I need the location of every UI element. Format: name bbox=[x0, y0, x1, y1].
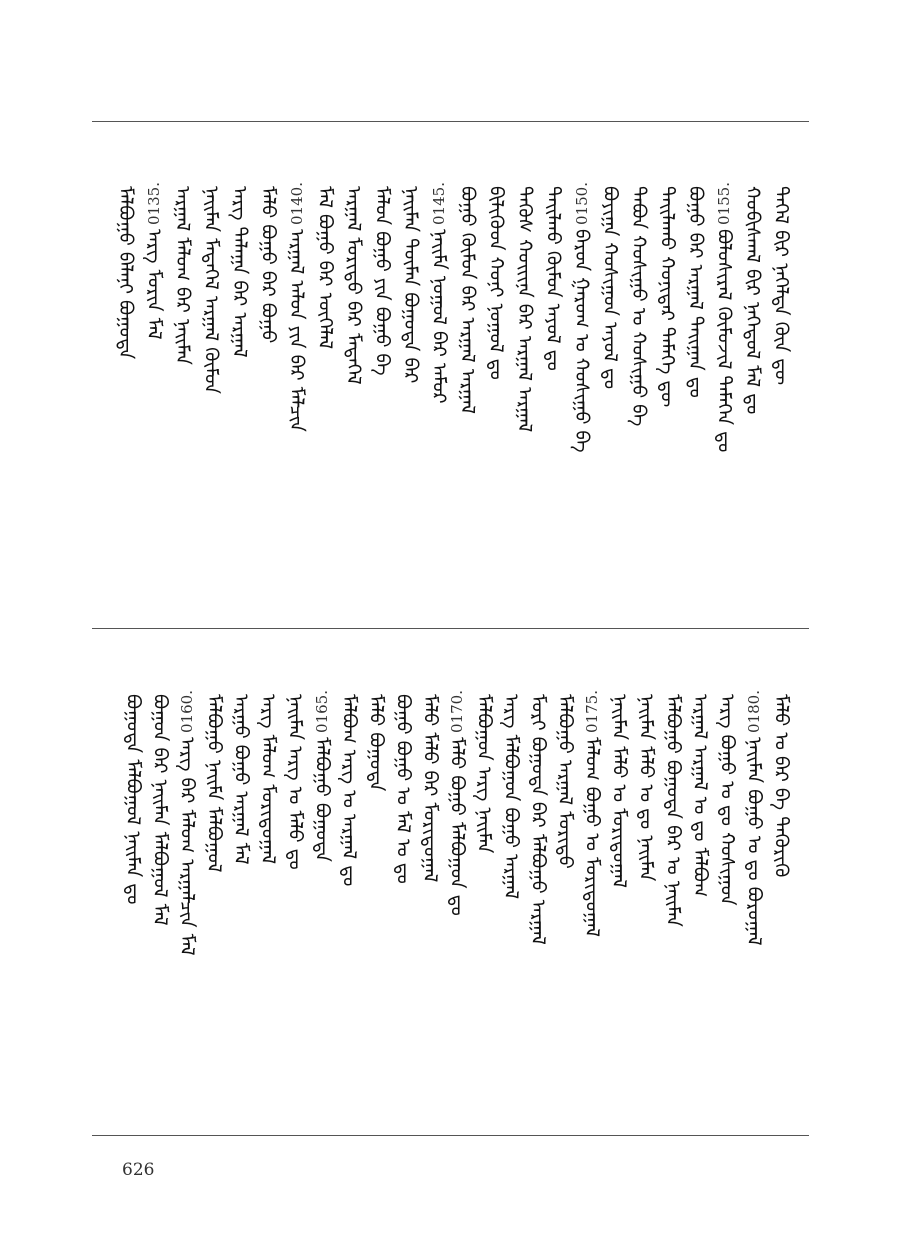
verse-line bbox=[525, 690, 551, 945]
verse-text: ᠪᠣᠭᠣ ᠪᠣᠭᠣ ᠤ ᠮᠠᠯ ᠤ ᠳᠤ bbox=[392, 694, 414, 884]
verse-line bbox=[363, 690, 389, 791]
verse-text: ᠪᠠᠷᠤᠨ ᠭᠠᠷᠤᠭ ᠤ ᠬᠣᠰᠢᠭᠤ ᠪᠠ bbox=[570, 228, 593, 453]
verse-text: ᠮᠠᠯᠤ ᠪᠣᠭᠣ ᠮᠠᠯᠪᠣᠭᠣᠨ ᠳᠤ bbox=[446, 736, 468, 916]
verse-block-top bbox=[0, 182, 899, 612]
verse-line bbox=[579, 690, 605, 937]
verse-text: ᠮᠠᠯᠪᠣᠭᠣ ᠪᠣᠭᠣᠳᠠ ᠪᠠᠷ ᠤ ᠨᠠᠢᠮᠠᠨ bbox=[662, 694, 684, 927]
verse-line bbox=[174, 690, 200, 956]
verse-text: ᠨᠠᠢᠮᠠᠨ ᠪᠣᠭᠣ ᠤ ᠳᠤ ᠪᠣᠷᠣᠭᠠᠯ bbox=[743, 736, 765, 946]
verse-text: ᠪᠣᠭᠣ ᠬᠦᠮᠦᠨ ᠪᠠᠷ ᠠᠷᠭᠠᠯ ᠠᠷᠭᠠᠯ bbox=[456, 186, 479, 414]
verse-text: ᠲᠠᠢᠯᠬᠤ ᠬᠦᠮᠦᠨ ᠠᠶᠤᠯ ᠳᠤ bbox=[542, 186, 564, 371]
verse-text: ᠮᠠᠯᠪᠣᠭᠣ ᠠᠷᠭᠠᠯ ᠮᠣᠷᠢᠳᠤ bbox=[554, 694, 576, 869]
verse-line bbox=[227, 182, 253, 358]
verse-text: ᠨᠠᠢᠮᠠᠨ ᠲᠦᠮᠡᠨ ᠪᠣᠭᠣᠳᠠ ᠪᠠᠷ bbox=[399, 186, 422, 384]
line-number: 0165. bbox=[313, 690, 331, 733]
verse-text: ᠨᠠᠢᠮᠠᠨ ᠠᠷᠭ ᠤ ᠮᠠᠯᠤ ᠳᠤ bbox=[284, 694, 306, 870]
verse-block-bottom bbox=[0, 690, 899, 1120]
verse-text: ᠪᠢᠯᠢᠭᠦᠦᠨ ᠬᠣᠨᠢ ᠨᠤᠭᠤᠯ ᠳᠤ bbox=[485, 186, 507, 380]
line-number: 0170. bbox=[448, 690, 466, 733]
verse-text: ᠲᠡᠭᠦᠰ ᠬᠣᠢᠢᠨᠠ ᠪᠠᠷ ᠠᠷᠭᠠᠯ ᠠᠷᠭᠠᠯ bbox=[513, 186, 536, 433]
verse-text: ᠮᠠᠯᠤᠨ ᠪᠣᠭᠤ ᠶᠢᠨ ᠪᠣᠭᠣ ᠪᠠ bbox=[371, 186, 393, 376]
verse-line bbox=[714, 690, 740, 906]
line-number: 0145. bbox=[430, 182, 448, 225]
verse-line bbox=[740, 182, 766, 414]
verse-line bbox=[512, 182, 538, 432]
verse-line bbox=[309, 690, 335, 862]
verse-line bbox=[687, 690, 713, 897]
verse-text: ᠠᠷᠭᠠᠯ ᠮᠣᠷᠢᠳᠤ ᠪᠠᠷ ᠮᠡᠳᠡᠭᠡᠯ bbox=[342, 186, 365, 385]
verse-line bbox=[597, 182, 623, 389]
verse-text: ᠨᠠᠢᠮᠠᠨ ᠮᠡᠳᠡᠭᠡᠯ ᠠᠷᠭᠠᠯ ᠬᠦᠮᠦᠨ bbox=[200, 186, 222, 394]
verse-line bbox=[255, 182, 281, 343]
verse-line bbox=[369, 182, 395, 376]
verse-text: ᠮᠠᠯᠪᠣᠭᠣ ᠪᠣᠭᠣᠳᠠ bbox=[311, 736, 333, 862]
verse-line bbox=[768, 690, 794, 877]
verse-text: ᠮᠠᠯᠪᠣᠭ ᠠᠷᠭ ᠤ ᠠᠷᠭᠠᠯ ᠳᠤ bbox=[338, 694, 360, 887]
verse-line bbox=[498, 690, 524, 899]
verse-text: ᠪᠣᠶᠢᠭᠠ ᠬᠣᠰᠢᠭᠤᠨ ᠠᠶᠤᠯ ᠳᠤ bbox=[599, 186, 621, 390]
verse-line bbox=[255, 690, 281, 864]
verse-line bbox=[228, 690, 254, 865]
verse-line bbox=[284, 182, 310, 432]
verse-line bbox=[471, 690, 497, 853]
verse-text: ᠮᠠᠯᠤ ᠤ ᠪᠠᠷ ᠪᠠ ᠲᠡᠭᠦᠷᠢᠭᠦ bbox=[770, 694, 792, 878]
verse-line bbox=[147, 690, 173, 926]
verse-line bbox=[336, 690, 362, 886]
verse-text: ᠮᠠᠯᠤᠭ ᠪᠣᠭᠣ ᠤ ᠮᠣᠷᠢᠳᠤᠭᠠᠯ bbox=[581, 736, 603, 937]
verse-text: ᠠᠷᠭᠠᠯ ᠠᠷᠭᠠᠯ ᠤ ᠳᠤ ᠮᠠᠯᠪᠣᠭ bbox=[689, 694, 711, 898]
verse-line bbox=[711, 182, 737, 452]
verse-text: ᠮᠠᠯᠤ ᠪᠣᠭᠣ ᠪᠠᠷ ᠪᠣᠭᠣ bbox=[257, 186, 279, 344]
verse-line bbox=[683, 182, 709, 398]
bottom-rule bbox=[92, 1135, 809, 1136]
verse-text: ᠪᠣᠭᠣᠨ ᠪᠠᠷ ᠨᠠᠢᠮᠠᠨ ᠮᠠᠯᠪᠣᠭᠣᠯ ᠮᠠᠯ bbox=[149, 694, 171, 926]
verse-line bbox=[390, 690, 416, 884]
verse-text: ᠠᠷᠭ ᠪᠣᠭᠣ ᠤ ᠳᠤ ᠬᠣᠰᠢᠭᠤᠨ bbox=[716, 694, 738, 906]
verse-line bbox=[626, 182, 652, 426]
verse-line bbox=[426, 182, 452, 404]
verse-text: ᠲᠠᠢᠯᠠᠬᠤ ᠬᠣᠨᠢᠳᠠᠷ ᠲᠡᠮᠡᠭᠡ ᠳᠦ bbox=[656, 186, 678, 408]
verse-text: ᠮᠠᠯᠤ ᠮᠠᠯᠤ ᠪᠠᠷ ᠮᠣᠷᠢᠳᠤᠭᠠᠯ bbox=[419, 694, 441, 883]
verse-line bbox=[455, 182, 481, 414]
verse-text: ᠨᠠᠢᠮᠠ ᠨᠤᠭᠤᠯ ᠪᠠᠷ ᠠᠮᠤᠷ bbox=[428, 228, 450, 404]
verse-text: ᠮᠠᠯᠪᠣᠭᠣ ᠨᠠᠢᠮᠠ ᠮᠠᠯᠪᠣᠭᠣᠯ bbox=[203, 694, 225, 873]
verse-line bbox=[444, 690, 470, 916]
line-number: 0135. bbox=[145, 182, 163, 225]
verse-line bbox=[741, 690, 767, 946]
verse-text: ᠮᠠᠯ ᠪᠣᠭᠣ ᠪᠠᠷ ᠦᠭᠡᠯᠡᠯ bbox=[314, 186, 336, 350]
verse-text: ᠪᠣᠭᠣᠳᠠ ᠮᠠᠯᠪᠣᠭᠣᠯ ᠨᠠᠢᠮᠠᠨ ᠳᠤ bbox=[122, 694, 144, 905]
line-number: 0180. bbox=[745, 690, 763, 733]
verse-text: ᠠᠷᠭ ᠮᠠᠯᠤᠭ ᠮᠣᠷᠢᠳᠤᠭᠠᠯ bbox=[257, 694, 279, 865]
verse-text: ᠨᠠᠢᠮᠠᠨ ᠮᠠᠯᠤ ᠤ ᠮᠣᠷᠢᠳᠤᠭᠠᠯ bbox=[608, 694, 630, 889]
verse-text: ᠠᠷᠭ ᠲᠠᠯᠠᠭᠠ ᠪᠠᠷ ᠠᠷᠭᠠᠯ bbox=[228, 186, 251, 358]
verse-line bbox=[120, 690, 146, 904]
verse-text: ᠲᠠᠪᠤᠨ ᠬᠣᠰᠢᠭᠤ ᠤ ᠬᠣᠰᠢᠭᠤ ᠪᠠ bbox=[627, 186, 650, 427]
verse-line bbox=[768, 182, 794, 385]
verse-text: ᠠᠷᠭ ᠪᠠᠷ ᠮᠠᠯᠤᠭ ᠠᠷᠭᠠᠯᠴᠢᠨ ᠮᠠᠯ bbox=[176, 736, 198, 956]
verse-text: ᠮᠠᠯᠪᠣᠭᠣ ᠪᠠᠯᠠᠨᠢ ᠪᠣᠭᠣᠳᠠ bbox=[114, 186, 137, 360]
line-number: 0175. bbox=[583, 690, 601, 733]
verse-text: ᠠᠷᠭ ᠮᠣᠷᠢᠨ ᠮᠠᠯ bbox=[143, 228, 165, 340]
verse-text: ᠠᠷᠭᠤ ᠪᠣᠭᠣ ᠠᠷᠭᠠᠯ ᠮᠠᠯ bbox=[230, 694, 252, 865]
verse-line bbox=[170, 182, 196, 365]
line-number: 0140. bbox=[287, 182, 306, 225]
verse-line bbox=[398, 182, 424, 383]
verse-line bbox=[312, 182, 338, 349]
page-number: 626 bbox=[122, 1160, 155, 1180]
middle-rule bbox=[92, 628, 809, 629]
verse-line bbox=[198, 182, 224, 394]
verse-line bbox=[282, 690, 308, 870]
verse-line bbox=[552, 690, 578, 869]
verse-text: ᠮᠠᠯᠤ ᠪᠣᠭᠣᠳᠠ bbox=[365, 694, 387, 792]
verse-text: ᠠᠷᠭᠠᠯ ᠮᠠᠯᠤᠭ ᠪᠠᠷ ᠨᠠᠢᠮᠠᠨ bbox=[171, 186, 194, 365]
verse-line bbox=[141, 182, 167, 340]
verse-line bbox=[606, 690, 632, 888]
verse-text: ᠪᠣᠯᠣᠰᠢᠷᠠᠯ ᠬᠦᠮᠦᠵᠢᠯ ᠲᠡᠮᠡᠭᠡᠨ ᠳᠤ bbox=[713, 228, 735, 453]
verse-text: ᠳᠡᠭᠡᠯ ᠪᠢᠷ ᠨᠡᠭᠡᠯᠲᠡ ᠬᠦᠨ ᠳᠦ bbox=[770, 186, 792, 386]
top-rule bbox=[92, 121, 809, 122]
verse-text: ᠮᠠᠯᠪᠣᠭᠣᠨ ᠠᠷᠭ ᠨᠠᠢᠮᠠᠨ bbox=[473, 694, 495, 854]
line-number: 0160. bbox=[178, 690, 196, 733]
verse-line bbox=[341, 182, 367, 385]
line-number: 0150. bbox=[572, 182, 591, 225]
verse-line bbox=[660, 690, 686, 927]
verse-text: ᠨᠠᠢᠮᠠᠨ ᠮᠠᠯᠤ ᠤ ᠳᠤ ᠨᠠᠢᠮᠠᠨ bbox=[635, 694, 657, 882]
verse-line bbox=[483, 182, 509, 380]
verse-text: ᠪᠣᠭᠣ ᠪᠠᠷ ᠠᠷᠭᠠᠯ ᠲᠠᠢᠭᠠᠨ ᠳᠤ bbox=[684, 186, 707, 398]
verse-text: ᠬᠤᠪᠢᠰᠬᠠᠯ ᠪᠢᠷ ᠨᠡᠭᠡᠳᠦᠯ ᠮᠠᠯ ᠳᠤ bbox=[741, 186, 764, 415]
verse-line bbox=[633, 690, 659, 881]
verse-line bbox=[654, 182, 680, 407]
verse-text: ᠠᠷᠭᠠᠯ ᠠᠯᠤᠨ ᠶᠢᠨ ᠪᠠᠷ ᠮᠠᠯᠴᠢᠨ bbox=[285, 228, 308, 432]
verse-line bbox=[540, 182, 566, 371]
verse-line bbox=[113, 182, 139, 359]
line-number: 0155. bbox=[715, 182, 733, 225]
verse-text: ᠮᠣᠷᠢ ᠪᠣᠭᠣᠳᠠ ᠪᠠᠷ ᠮᠠᠯᠪᠣᠭᠣ ᠠᠷᠭᠠᠯ bbox=[527, 694, 549, 945]
verse-line bbox=[569, 182, 595, 453]
verse-text: ᠠᠷᠭ ᠮᠠᠯᠪᠣᠭᠣᠨ ᠪᠣᠭᠣ ᠠᠷᠭᠠᠯ bbox=[500, 694, 522, 900]
verse-line bbox=[201, 690, 227, 873]
verse-line bbox=[417, 690, 443, 882]
